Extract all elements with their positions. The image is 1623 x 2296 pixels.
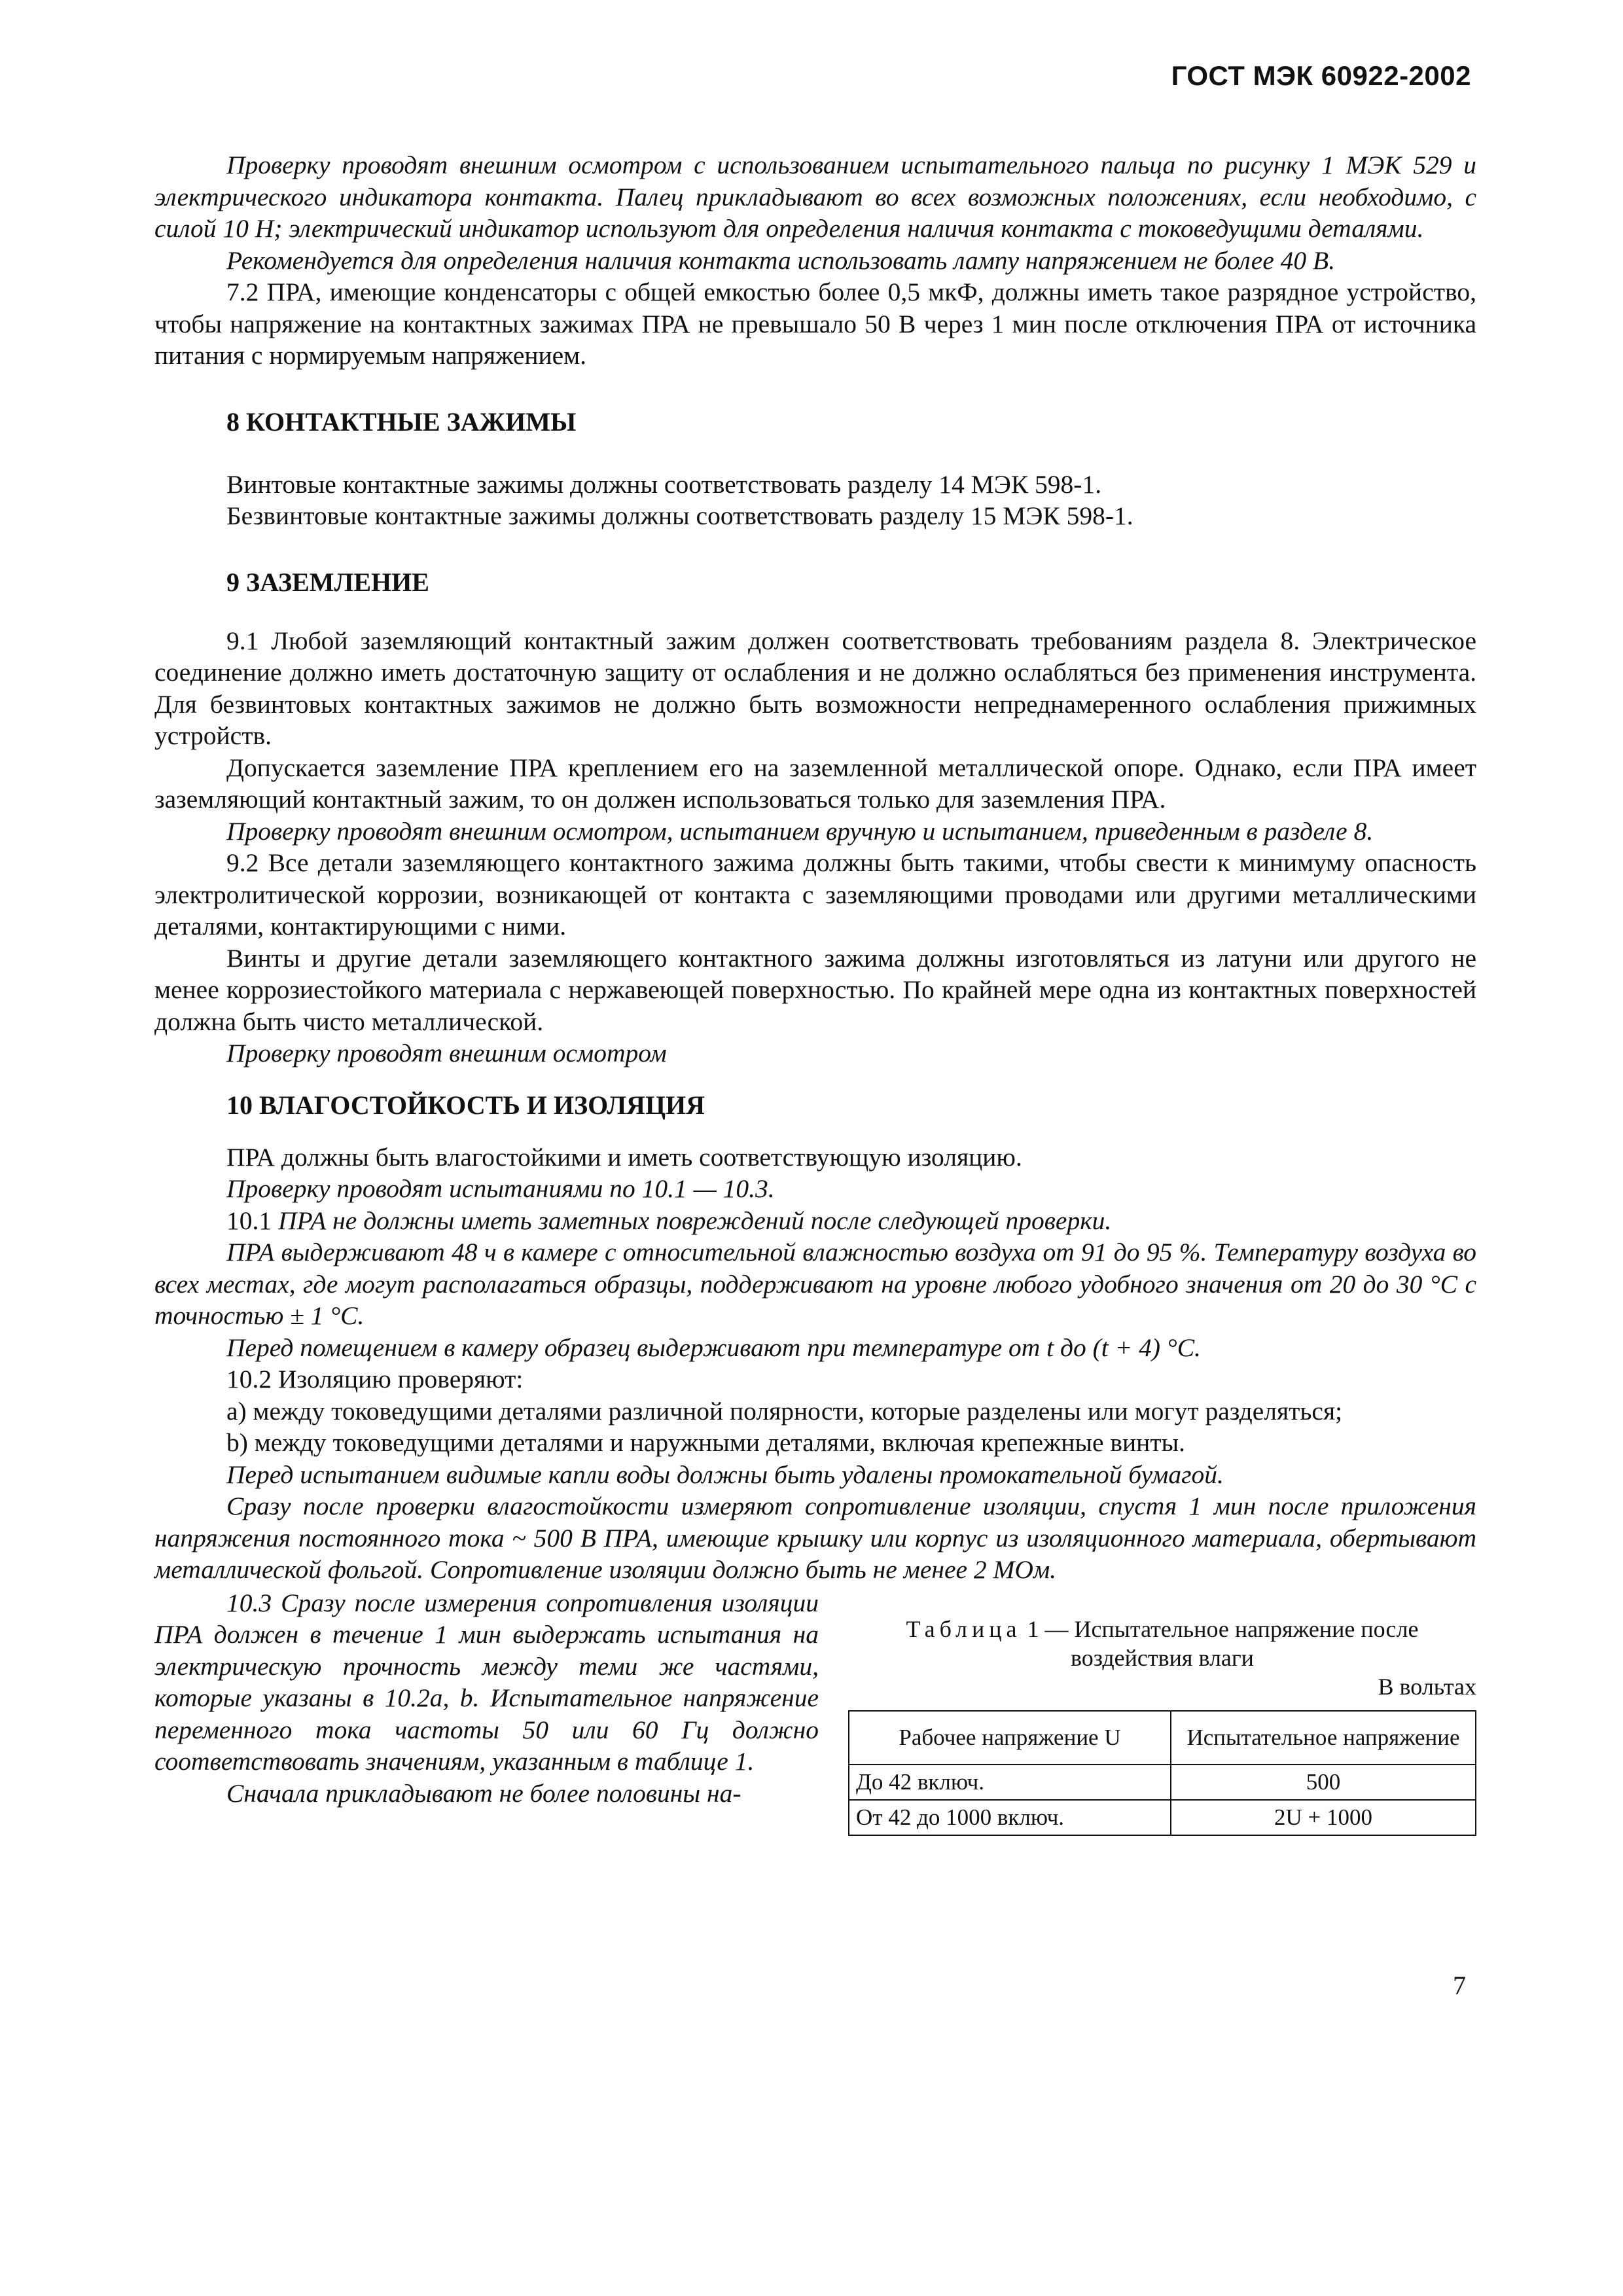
- paragraph: 10.3 Сразу после измерения сопротивления изоляции ПРА должен в течение 1 мин выдержать испытания на электрическую прочность между теми же частями, которые указаны в 10.2a, b. Испытательное напряжение переменного тока частоты 50 или 60 Гц должно соответствовать значениям, указанным в таблице 1.: [154, 1588, 819, 1776]
- table-caption: [848, 1615, 1476, 1672]
- table1-block: [848, 1615, 1476, 1836]
- paragraph: Перед испытанием видимые капли воды должны быть удалены промокательной бумагой.: [226, 1460, 1224, 1489]
- paragraph: 9.1 Любой заземляющий контактный зажим должен соответствовать требованиям раздела 8. Электрическое соединение должно иметь достаточную защиту от ослабления и не должно ослабляться без применения инструмента. Для безвинтовых контактных зажимов не должно быть возможности непреднамеренного ослабления прижимных устройств.: [154, 626, 1476, 750]
- table-caption-label: Таблица: [906, 1615, 1022, 1642]
- clause-text: ПРА не должны иметь заметных повреждений после следующей проверки.: [278, 1206, 1112, 1235]
- section-heading: 8 КОНТАКТНЫЕ ЗАЖИМЫ: [226, 406, 577, 437]
- paragraph: Рекомендуется для определения наличия контакта использовать лампу напряжением не более 40 В.: [226, 245, 1335, 275]
- paragraph: b) между токоведущими деталями и наружными деталями, включая крепежные винты.: [226, 1428, 1185, 1457]
- table1: [848, 1710, 1476, 1836]
- text-and-table-row: [154, 1587, 1476, 1836]
- table-cell: 2U + 1000: [1171, 1800, 1476, 1835]
- paragraph: 7.2 ПРА, имеющие конденсаторы с общей емкостью более 0,5 мкФ, должны иметь такое разрядное устройство, чтобы напряжение на контактных зажимах ПРА не превышало 50 В через 1 мин после отключения ПРА от источника питания с нормируемым напряжением.: [154, 278, 1476, 370]
- paragraph: a) между токоведущими деталями различной полярности, которые разделены или могут разделяться;: [226, 1396, 1343, 1426]
- paragraph: ПРА должны быть влагостойкими и иметь соответствующую изоляцию.: [226, 1142, 1022, 1172]
- paragraph: Сначала прикладывают не более половины на-: [226, 1778, 741, 1808]
- paragraph: Сразу после проверки влагостойкости измеряют сопротивление изоляции, спустя 1 мин после приложения напряжения постоянного тока ~ 500 В ПРА, имеющие крышку или корпус из изоляционного материала, обертывают металлической фольгой. Сопротивление изоляции должно быть не менее 2 МОм.: [154, 1492, 1476, 1584]
- table-row: [849, 1800, 1476, 1835]
- section-heading: 10 ВЛАГОСТОЙКОСТЬ И ИЗОЛЯЦИЯ: [226, 1090, 705, 1120]
- clause-number: 10.1: [226, 1206, 272, 1235]
- table-units: В вольтах: [1378, 1673, 1476, 1700]
- section8-body: [154, 469, 1476, 532]
- paragraph: 9.2 Все детали заземляющего контактного зажима должны быть такими, чтобы свести к минимуму опасность электролитической коррозии, возникающей от контакта с заземляющими проводами или другими металлическими деталями, контактирующими с ними.: [154, 848, 1476, 941]
- left-column: [154, 1587, 819, 1810]
- page-content: [154, 149, 1476, 1836]
- paragraph: 10.2 Изоляцию проверяют:: [226, 1365, 524, 1393]
- section10-body: [154, 1141, 1476, 1836]
- paragraph: Проверку проводят внешним осмотром, испытанием вручную и испытанием, приведенным в разделе 8.: [226, 816, 1374, 846]
- paragraph: Перед помещением в камеру образец выдерживают при температуре от t до (t + 4) °С.: [226, 1333, 1201, 1362]
- table-row: [849, 1765, 1476, 1800]
- paragraph: ПРА выдерживают 48 ч в камере с относительной влажностью воздуха от 91 до 95 %. Температуру воздуха во всех местах, где могут располагаться образцы, поддерживают на уровне любого удобного значения от 20 до 30 °С с точностью ± 1 °С.: [154, 1238, 1476, 1330]
- paragraph: Безвинтовые контактные зажимы должны соответствовать разделу 15 МЭК 598-1.: [226, 501, 1133, 530]
- section9-body: [154, 625, 1476, 1069]
- page-number: 7: [1453, 1971, 1466, 2000]
- table-cell: От 42 до 1000 включ.: [849, 1800, 1171, 1835]
- paragraph: Проверку проводят внешним осмотром с использованием испытательного пальца по рисунку 1 МЭК 529 и электрического индикатора контакта. Палец прикладывают во всех возможных положениях, если необходимо, с силой 10 Н; электрический индикатор используют для определения наличия контакта с токоведущими деталями.: [154, 151, 1476, 243]
- table-header-cell: Испытательное напряжение: [1171, 1711, 1476, 1765]
- table-caption-text: 1 — Испытательное напряжение после воздействия влаги: [1027, 1615, 1419, 1671]
- table-cell: До 42 включ.: [849, 1765, 1171, 1800]
- table-cell: 500: [1171, 1765, 1476, 1800]
- table-header-cell: Рабочее напряжение U: [849, 1711, 1171, 1765]
- document-standard-header: ГОСТ МЭК 60922-2002: [1171, 60, 1471, 91]
- paragraph: Проверку проводят внешним осмотром: [226, 1039, 667, 1067]
- paragraph: Проверку проводят испытаниями по 10.1 — 10.3.: [226, 1174, 775, 1203]
- table-header-row: [849, 1711, 1476, 1765]
- paragraph: Винты и другие детали заземляющего контактного зажима должны изготовляться из латуни или другого не менее коррозиестойкого материала с нержавеющей поверхностью. По крайней мере одна из контактных поверхностей должна быть чисто металлической.: [154, 943, 1476, 1036]
- paragraph: Винтовые контактные зажимы должны соответствовать разделу 14 МЭК 598-1.: [226, 469, 1102, 499]
- paragraph: Допускается заземление ПРА креплением его на заземленной металлической опоре. Однако, если ПРА имеет заземляющий контактный зажим, то он должен использоваться только для заземления ПРА.: [154, 753, 1476, 814]
- paragraph: [154, 1205, 1476, 1237]
- section-heading: 9 ЗАЗЕМЛЕНИЕ: [226, 567, 429, 597]
